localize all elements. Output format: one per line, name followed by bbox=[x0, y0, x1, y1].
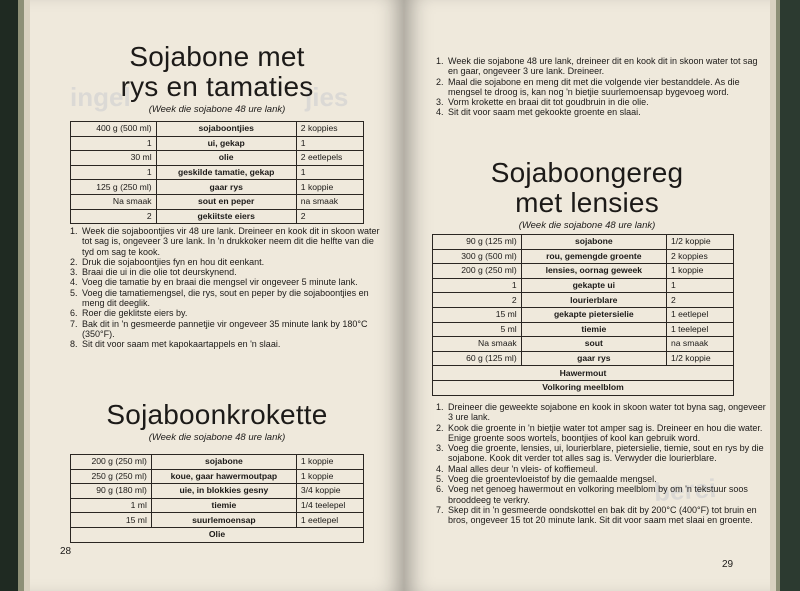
ingredient-imperial-amount: 1 koppie bbox=[296, 455, 363, 470]
ingredient-row bbox=[71, 498, 364, 513]
ingredient-metric-amount: 15 ml bbox=[71, 513, 152, 528]
ingredient-imperial-amount: 1 bbox=[666, 278, 733, 293]
ingredient-name: sout bbox=[521, 337, 666, 352]
method-step: 3. Braai die ui in die olie tot deurskynend. bbox=[80, 267, 380, 277]
recipe3-subtitle: (Week die sojabone 48 ure lank) bbox=[518, 220, 656, 231]
recipe2-header bbox=[30, 400, 404, 443]
ingredient-row bbox=[71, 527, 364, 542]
ingredient-name: uie, in blokkies gesny bbox=[151, 484, 296, 499]
ingredient-metric-amount: 30 ml bbox=[71, 151, 157, 166]
recipe1-ingredient-table bbox=[70, 121, 364, 224]
ingredient-metric-amount: 1 bbox=[71, 165, 157, 180]
ingredient-row bbox=[71, 469, 364, 484]
ingredient-name: geskilde tamatie, gekap bbox=[156, 165, 296, 180]
ingredient-metric-amount: 200 g (250 ml) bbox=[433, 264, 522, 279]
method-step: 1. Week die sojabone 48 ure lank, dreineer dit en kook dit in skoon water tot sag en gaar, ongeveer 3 ure lank. Dreineer. bbox=[446, 56, 766, 77]
recipe1-header bbox=[30, 42, 404, 115]
method-step: 1. Dreineer die geweekte sojabone en kook in skoon water tot byna sag, ongeveer 3 ure lank. bbox=[446, 402, 770, 423]
ingredient-name: gaar rys bbox=[521, 351, 666, 366]
recipe1-title-line1: Sojabone met bbox=[129, 41, 305, 72]
ingredient-name: Volkoring meelblom bbox=[433, 380, 734, 395]
ingredient-name: sojaboontjies bbox=[156, 122, 296, 137]
ingredient-row bbox=[433, 235, 734, 250]
method-step: 2. Maal die sojabone en meng dit met die volgende vier bestanddele. As die mengsel te droog is, kan nog 'n bietjie suurlemoensap bygevoeg word. bbox=[446, 77, 766, 98]
recipe3-title-line2: met lensies bbox=[515, 187, 659, 218]
ingredient-row bbox=[433, 322, 734, 337]
method-step: 1. Week die sojaboontjies vir 48 ure lank. Dreineer en kook dit in skoon water tot sag is, ongeveer 3 ure lank. In 'n drukkoker neem dit die helfte van die tyd om sag te kook. bbox=[80, 226, 380, 257]
ingredient-name: ui, gekap bbox=[156, 136, 296, 151]
ingredient-imperial-amount: 1 bbox=[296, 165, 363, 180]
method-step: 7. Skep dit in 'n gesmeerde oondskottel en bak dit by 200°C (400°F) tot bruin en bros, ongeveer 15 tot 20 minute lank. Sit dit voor saam met slaai en groente. bbox=[446, 505, 770, 526]
ingredient-metric-amount: 300 g (500 ml) bbox=[433, 249, 522, 264]
ingredient-metric-amount: 125 g (250 ml) bbox=[71, 180, 157, 195]
recipe1-title-line2: rys en tamaties bbox=[120, 71, 314, 102]
ingredient-metric-amount: 2 bbox=[433, 293, 522, 308]
recipe3-title-line1: Sojaboongereg bbox=[490, 157, 684, 188]
ingredient-name: koue, gaar hawermoutpap bbox=[151, 469, 296, 484]
method-step: 6. Roer die geklitste eiers by. bbox=[80, 308, 380, 318]
ingredient-imperial-amount: 1 eetlepel bbox=[296, 513, 363, 528]
ingredient-row bbox=[71, 194, 364, 209]
ingredient-row bbox=[433, 264, 734, 279]
method-step: 4. Sit dit voor saam met gekookte groente en slaai. bbox=[446, 107, 766, 117]
recipe3-header bbox=[404, 158, 770, 231]
ingredient-name: rou, gemengde groente bbox=[521, 249, 666, 264]
book-edge-right bbox=[770, 0, 800, 591]
recipe2-subtitle: (Week die sojabone 48 ure lank) bbox=[148, 432, 286, 443]
ingredient-imperial-amount: 2 koppies bbox=[296, 122, 363, 137]
ingredient-name: suurlemoensap bbox=[151, 513, 296, 528]
ingredient-row bbox=[71, 151, 364, 166]
method-step: 2. Druk die sojaboontjies fyn en hou dit eenkant. bbox=[80, 257, 380, 267]
ingredient-metric-amount: 1 bbox=[433, 278, 522, 293]
ingredient-name: sojabone bbox=[151, 455, 296, 470]
ingredient-metric-amount: 1 bbox=[71, 136, 157, 151]
ingredient-name: tiemie bbox=[151, 498, 296, 513]
ingredient-row bbox=[71, 180, 364, 195]
ingredient-row bbox=[71, 165, 364, 180]
method-step: 6. Voeg net genoeg hawermout en volkoring meelblom by om 'n tekstuur soos brooddeeg te verkry. bbox=[446, 484, 770, 505]
recipe1-steps bbox=[68, 226, 380, 350]
ingredient-name: gekiitste eiers bbox=[156, 209, 296, 224]
ingredient-name: sojabone bbox=[521, 235, 666, 250]
ingredient-imperial-amount: na smaak bbox=[666, 337, 733, 352]
ingredient-metric-amount: 250 g (250 ml) bbox=[71, 469, 152, 484]
ingredient-metric-amount: 200 g (250 ml) bbox=[71, 455, 152, 470]
method-step: 2. Kook die groente in 'n bietjie water tot amper sag is. Dreineer en hou die water. Enige groente soos wortels, boontjies of kool kan gebruik word. bbox=[446, 423, 770, 444]
ingredient-row bbox=[433, 307, 734, 322]
ingredient-imperial-amount: 1 teelepel bbox=[666, 322, 733, 337]
ingredient-imperial-amount: 1 bbox=[296, 136, 363, 151]
bleed-through-text: ingel bbox=[70, 82, 131, 112]
recipe3-steps bbox=[434, 402, 770, 526]
ingredient-row bbox=[433, 278, 734, 293]
ingredient-name: gekapte pietersielie bbox=[521, 307, 666, 322]
ingredient-name: gaar rys bbox=[156, 180, 296, 195]
ingredient-imperial-amount: 2 koppies bbox=[666, 249, 733, 264]
ingredient-imperial-amount: 1 koppie bbox=[666, 264, 733, 279]
ingredient-imperial-amount: 1/2 koppie bbox=[666, 235, 733, 250]
recipe2-steps bbox=[434, 56, 766, 118]
ingredient-name: sout en peper bbox=[156, 194, 296, 209]
method-step: 4. Maal alles deur 'n vleis- of koffiemeul. bbox=[446, 464, 770, 474]
recipe1-subtitle: (Week die sojabone 48 ure lank) bbox=[148, 104, 286, 115]
ingredient-metric-amount: 15 ml bbox=[433, 307, 522, 322]
right-page bbox=[404, 0, 770, 591]
ingredient-name: tiemie bbox=[521, 322, 666, 337]
ingredient-metric-amount: 5 ml bbox=[433, 322, 522, 337]
ingredient-metric-amount: 2 bbox=[71, 209, 157, 224]
ingredient-metric-amount: 400 g (500 ml) bbox=[71, 122, 157, 137]
ingredient-metric-amount: Na smaak bbox=[71, 194, 157, 209]
ingredient-name: lourierblare bbox=[521, 293, 666, 308]
ingredient-name: lensies, oornag geweek bbox=[521, 264, 666, 279]
method-step: 4. Voeg die tamatie by en braai die mengsel vir ongeveer 5 minute lank. bbox=[80, 277, 380, 287]
ingredient-row bbox=[433, 366, 734, 381]
ingredient-imperial-amount: 1/2 koppie bbox=[666, 351, 733, 366]
bleed-through-text: berei bbox=[652, 472, 718, 508]
ingredient-name: olie bbox=[156, 151, 296, 166]
ingredient-row bbox=[433, 380, 734, 395]
ingredient-metric-amount: 60 g (125 ml) bbox=[433, 351, 522, 366]
ingredient-imperial-amount: 1 eetlepel bbox=[666, 307, 733, 322]
ingredient-row bbox=[433, 337, 734, 352]
bleed-through-text: jies bbox=[305, 82, 349, 112]
ingredient-metric-amount: 1 ml bbox=[71, 498, 152, 513]
recipe2-ingredient-table bbox=[70, 454, 364, 543]
ingredient-imperial-amount: 2 eetlepels bbox=[296, 151, 363, 166]
method-step: 5. Voeg die tamatiemengsel, die rys, sout en peper by die sojaboontjies en meng dit deeglik. bbox=[80, 288, 380, 309]
book-edge-left bbox=[0, 0, 30, 591]
ingredient-imperial-amount: 3/4 koppie bbox=[296, 484, 363, 499]
ingredient-imperial-amount: 2 bbox=[666, 293, 733, 308]
method-step: 3. Vorm krokette en braai dit tot goudbruin in die olie. bbox=[446, 97, 766, 107]
ingredient-imperial-amount: 1 koppie bbox=[296, 469, 363, 484]
ingredient-row bbox=[433, 249, 734, 264]
ingredient-name: Hawermout bbox=[433, 366, 734, 381]
ingredient-row bbox=[71, 209, 364, 224]
ingredient-imperial-amount: 1/4 teelepel bbox=[296, 498, 363, 513]
ingredient-imperial-amount: na smaak bbox=[296, 194, 363, 209]
ingredient-imperial-amount: 2 bbox=[296, 209, 363, 224]
ingredient-row bbox=[71, 513, 364, 528]
ingredient-metric-amount: 90 g (125 ml) bbox=[433, 235, 522, 250]
ingredient-row bbox=[433, 351, 734, 366]
ingredient-name: Olie bbox=[71, 527, 364, 542]
ingredient-imperial-amount: 1 koppie bbox=[296, 180, 363, 195]
ingredient-row bbox=[71, 122, 364, 137]
method-step: 7. Bak dit in 'n gesmeerde pannetjie vir ongeveer 35 minute lank by 180°C (350°F). bbox=[80, 319, 380, 340]
recipe3-ingredient-table bbox=[432, 234, 734, 396]
ingredient-metric-amount: 90 g (180 ml) bbox=[71, 484, 152, 499]
method-step: 5. Voeg die groentevloeistof by die gemaalde mengsel. bbox=[446, 474, 770, 484]
ingredient-row bbox=[433, 293, 734, 308]
left-page bbox=[30, 0, 404, 591]
ingredient-metric-amount: Na smaak bbox=[433, 337, 522, 352]
page-number: 29 bbox=[722, 559, 734, 570]
method-step: 3. Voeg die groente, lensies, ui, lourierblare, pietersielie, tiemie, sout en rys by die sojabone. Kook dit verder tot alles sag is. Verwyder die lourierblare. bbox=[446, 443, 770, 464]
ingredient-name: gekapte ui bbox=[521, 278, 666, 293]
page-number: 28 bbox=[60, 546, 72, 557]
ingredient-row bbox=[71, 484, 364, 499]
recipe2-title: Sojaboonkrokette bbox=[106, 399, 328, 430]
ingredient-row bbox=[71, 136, 364, 151]
ingredient-row bbox=[71, 455, 364, 470]
method-step: 8. Sit dit voor saam met kapokaartappels en 'n slaai. bbox=[80, 339, 380, 349]
